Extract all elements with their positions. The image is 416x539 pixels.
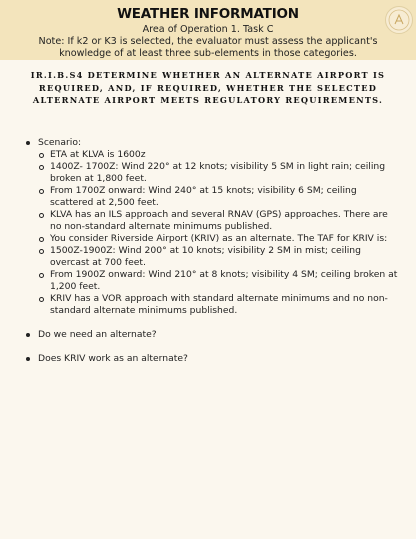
question-item: Do we need an alternate? <box>24 329 402 341</box>
scenario-label: Scenario: <box>38 137 82 148</box>
scenario-item: From 1700Z onward: Wind 240° at 15 knots; visibility 6 SM; ceiling scattered at 2,500 feet. <box>38 185 402 209</box>
scenario-item: KRIV has a VOR approach with standard alternate minimums and no non-standard alternate minimums published. <box>38 293 402 317</box>
logo-emblem-icon <box>385 6 413 34</box>
page-title: WEATHER INFORMATION <box>117 6 299 22</box>
scenario-item: 1500Z-1900Z: Wind 200° at 10 knots; visibility 2 SM in mist; ceiling overcast at 700 feet. <box>38 245 402 269</box>
task-heading: IR.I.B.S4 DETERMINE WHETHER AN ALTERNATE AIRPORT IS REQUIRED, AND, IF REQUIRED, WHETHER THE SELECTED ALTERNATE AIRPORT MEETS REGULATORY REQUIREMENTS. <box>30 70 386 105</box>
scenario-item: ETA at KLVA is 1600z <box>38 149 402 161</box>
content-body <box>24 137 402 365</box>
question-item: Does KRIV work as an alternate? <box>24 353 402 365</box>
scenario-bullet <box>24 137 402 317</box>
area-of-operation-subtitle: Area of Operation 1. Task C <box>142 24 274 35</box>
scenario-item: You consider Riverside Airport (KRIV) as an alternate. The TAF for KRIV is: <box>38 233 402 245</box>
evaluator-note: Note: If k2 or K3 is selected, the evaluator must assess the applicant's knowledge of at least three sub-elements in those categories. <box>38 36 378 59</box>
scenario-item: From 1900Z onward: Wind 210° at 8 knots; visibility 4 SM; ceiling broken at 1,200 feet. <box>38 269 402 293</box>
scenario-item: 1400Z- 1700Z: Wind 220° at 12 knots; visibility 5 SM in light rain; ceiling broken at 1,800 feet. <box>38 161 402 185</box>
scenario-item: KLVA has an ILS approach and several RNAV (GPS) approaches. There are no non-standard alternate minimums published. <box>38 209 402 233</box>
header-band <box>0 0 416 60</box>
